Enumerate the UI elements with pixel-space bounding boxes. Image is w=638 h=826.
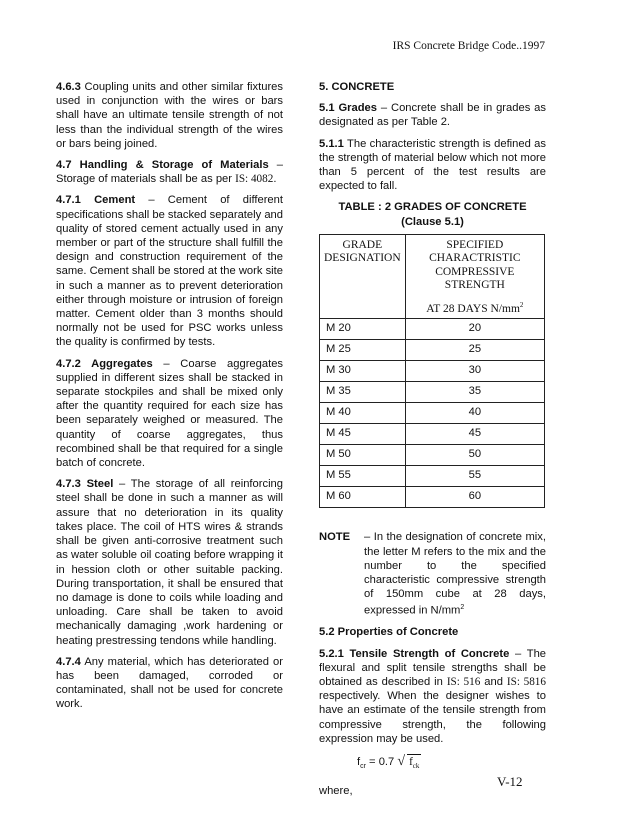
page-number: V-12 (497, 774, 523, 789)
grade-cell: M 60 (320, 487, 406, 508)
strength-cell: 60 (405, 487, 544, 508)
clause-heading: 4.7.3 Steel (56, 478, 114, 491)
table-header-row (320, 234, 545, 318)
clause-number: 4.7.4 (56, 655, 81, 668)
clause-4-7-1 (56, 193, 283, 349)
header-cell-grade: GRADE DESIGNATION (320, 234, 406, 318)
table-body (320, 319, 545, 508)
clause-number: 4.6.3 (56, 81, 81, 93)
clause-heading: 5.2.1 Tensile Strength of Concrete (319, 647, 510, 660)
table-title: TABLE : 2 GRADES OF CONCRETE (338, 201, 527, 214)
clause-text: and (480, 675, 507, 688)
unit-superscript: 2 (519, 300, 524, 309)
section-heading: 5. CONCRETE (319, 81, 395, 93)
clause-heading: 5.1 Grades (319, 102, 377, 115)
grade-cell: M 40 (320, 403, 406, 424)
table-clause: (Clause 5.1) (401, 215, 464, 228)
standard-reference: IS: 516 (446, 675, 481, 688)
clause-4-7-4 (56, 655, 283, 712)
strength-cell: 40 (405, 403, 544, 424)
table-row (320, 487, 545, 508)
grade-cell: M 50 (320, 445, 406, 466)
clause-text: – Concrete shall be in grades as designated as per Table 2. (319, 102, 546, 129)
grade-cell: M 55 (320, 466, 406, 487)
formula-lhs: f (357, 755, 361, 768)
table-row (320, 340, 545, 361)
strength-cell: 30 (405, 361, 544, 382)
clause-text: Coupling units and other similar fixtures used in conjunction with the wires or bars shall have an ultimate tensile strength of not less than the individual strength of the wires or bars being joined. (56, 81, 283, 150)
clause-text: – Cement of different specifications shall be stacked separately and quality of stored cement actually used in any member or part of the structure shall fulfill the design and construction requirement of the same. Cement shall be stored at the work site in such a manner as to prevent deterioration either through moisture or intrusion of foreign matter. Cement older than 3 months should normally not be used for PSC works unless the quality is confirmed by tests. (56, 194, 283, 349)
strength-cell: 45 (405, 424, 544, 445)
table-row (320, 466, 545, 487)
grade-cell: M 25 (320, 340, 406, 361)
header-strength-unit (410, 299, 540, 316)
table-row (320, 403, 545, 424)
right-column (319, 80, 546, 799)
strength-cell: 25 (405, 340, 544, 361)
clause-text: . (273, 173, 277, 186)
radicand-symbol: f (409, 755, 413, 768)
note-superscript: 2 (460, 604, 465, 612)
left-column (56, 80, 283, 719)
clause-heading: 4.7.2 Aggregates (56, 357, 153, 370)
formula-radicand (407, 754, 421, 773)
header-cell-strength (405, 234, 544, 318)
clause-number: 5.1.1 (319, 137, 344, 150)
section-heading: 4.7 Handling & Storage of Materials (56, 159, 269, 172)
clause-heading: 4.7.1 Cement (56, 194, 136, 207)
strength-cell: 35 (405, 382, 544, 403)
where-label: where, (319, 785, 353, 798)
note-text (364, 530, 546, 618)
formula-operator: = 0.7 (365, 755, 398, 768)
table-caption (319, 200, 546, 228)
radical-sign: √ (397, 753, 406, 769)
running-header: IRS Concrete Bridge Code..1997 (392, 40, 545, 52)
table-row (320, 361, 545, 382)
table-row (320, 319, 545, 340)
clause-4-7-3 (56, 477, 283, 647)
strength-cell: 20 (405, 319, 544, 340)
grade-cell: M 30 (320, 361, 406, 382)
standard-reference: IS: 5816 (506, 675, 546, 688)
tensile-strength-formula (357, 754, 546, 774)
clause-text: – The flexural and split tensile strengths shall be obtained as described in (319, 647, 547, 688)
clause-5-1-1 (319, 137, 546, 194)
section-heading: 5.2 Properties of Concrete (319, 626, 459, 639)
clause-text: respectively. When the designer wishes to have an estimate of the tensile strength from compressive strength, the following expression may be used. (319, 690, 546, 745)
clause-5-2-1 (319, 647, 546, 746)
grade-cell: M 35 (320, 382, 406, 403)
clause-text: – Storage of materials shall be as per (56, 159, 283, 186)
table-row (320, 424, 545, 445)
standard-reference: IS: 4082 (235, 173, 274, 186)
table-row (320, 382, 545, 403)
unit-text: AT 28 DAYS N/mm (426, 302, 520, 315)
clause-text: – The storage of all reinforcing steel shall be done in such a manner as will assure that no deterioration in its quality takes place. The coil of HTS wires & strands shall be given anti-corrosive treatment such as water soluble oil coating before wrapping it in hession cloth or other suitable packing. During transportation, it shall be ensured that no damage is done to coils while loading and unloading. Care shall be taken to avoid mechanically damaging ,work hardening or heating prestressing tendons while handling. (56, 478, 283, 647)
note-body: – In the designation of concrete mix, the letter M refers to the mix and the number to the specified characteristic compressive strength of 150mm cube at 28 days, expressed in N/mm (364, 531, 546, 618)
clause-text: Any material, which has deteriorated or has been damaged, corroded or contaminated, shall not be used for concrete work. (56, 655, 283, 711)
grade-cell: M 20 (320, 319, 406, 340)
formula-lhs-subscript: cr (360, 763, 366, 771)
grade-cell: M 45 (320, 424, 406, 445)
strength-cell: 55 (405, 466, 544, 487)
clause-4-7-2 (56, 357, 283, 471)
table-row (320, 445, 545, 466)
note-label: NOTE (319, 531, 351, 544)
clause-5-1 (319, 101, 546, 129)
header-strength-text: SPECIFIED CHARACTRISTIC COMPRESSIVE STRENGTH (429, 238, 521, 292)
clause-4-6-3 (56, 80, 283, 151)
strength-cell: 50 (405, 445, 544, 466)
clause-text: The characteristic strength is defined as the strength of material below which not more than 5 percent of the test results are expected to fall. (319, 137, 546, 193)
grades-table (319, 234, 545, 508)
table-note (319, 530, 546, 618)
section-4-7 (56, 158, 283, 186)
radicand-subscript: ck (412, 762, 420, 771)
clause-text: – Coarse aggregates supplied in different sizes shall be stacked in separate stockpiles and shall be mixed only after the quantity required for each size has been separately weighed or measured. The quantity of coarse aggregates, thus recombined shall be that required for a single batch of concrete. (56, 357, 284, 470)
